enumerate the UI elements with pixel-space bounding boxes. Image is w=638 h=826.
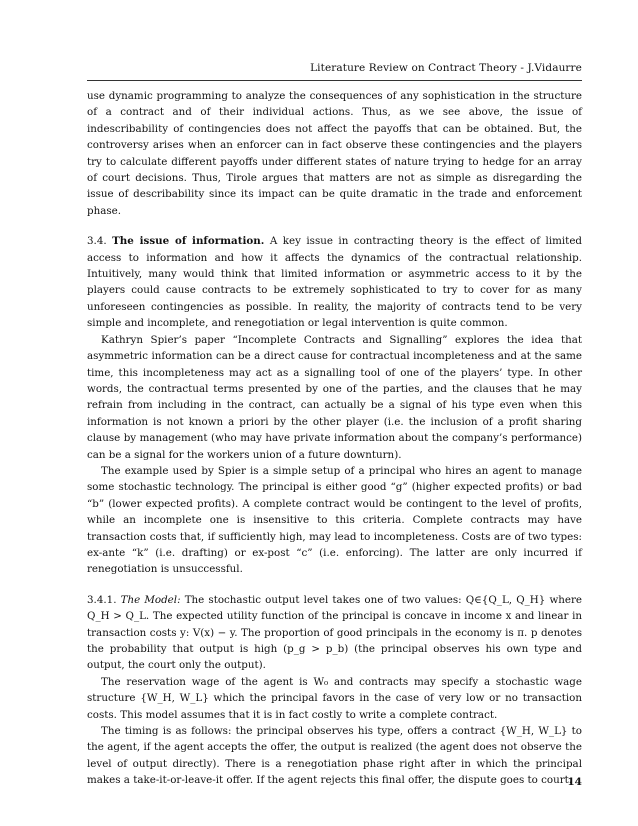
running-header: Literature Review on Contract Theory - J.Vidaurre <box>310 62 582 74</box>
page-number: 14 <box>567 776 582 788</box>
section-body: A key issue in contracting theory is the effect of limited access to information and how it affects the dynamics of the contractual relationship. Intuitively, many would think that limited information or asymmetric access to it by the players could cause contracts to be extremely sophisticated to try to cover for as many unforeseen contingencies as possible. In reality, the majority of contracts tend to be very simple and incomplete, and renegotiation or legal intervention is quite common. <box>87 235 583 330</box>
section-3-4-1-paragraph <box>87 592 582 674</box>
paragraph-continuation: use dynamic programming to analyze the consequences of any sophistication in the structure of a contract and of their individual actions. Thus, as we see above, the issue of indescribability of contingencies does not affect the payoffs that can be obtained. But, the controversy arises when an enforcer can in fact observe these contingencies and the players try to calculate different payoffs under different states of nature trying to hedge for an array of court decisions. Thus, Tirole argues that matters are not as simple as disregarding the issue of describability since its impact can be quite dramatic in the trade and enforcement phase. <box>87 90 582 217</box>
section-3-4-paragraph <box>87 233 582 331</box>
paragraph-wage: The reservation wage of the agent is W₀ and contracts may specify a stochastic wage structure {W_H, W_L} which the principal favors in the case of very low or no transaction costs. This model assumes that it is in fact costly to write a complete contract. <box>87 675 582 721</box>
paragraph-example: The example used by Spier is a simple setup of a principal who hires an agent to manage some stochastic technology. The principal is either good “g” (higher expected profits) or bad “b” (lower expected profits). A complete contract would be contingent to the level of profits, while an incomplete one is insensitive to this criteria. Complete contracts may have transaction costs that, if sufficiently high, may lead to incompleteness. Costs are of two types: ex-ante “k” (i.e. drafting) or ex-post “c” (i.e. enforcing). The latter are only incurred if renegotiation is unsuccessful. <box>87 464 582 576</box>
subsection-body: The stochastic output level takes one of two values: Q∈{Q_L, Q_H} where Q_H > Q_L. The expected utility function of the principal is concave in income x and linear in transaction costs y: V(x) − y. The proportion of good principals in the economy is π. p denotes the probability that output is high (p_g > p_b) (the principal observes his own type and output, the court only the output). <box>87 593 582 672</box>
section-title: The issue of information. <box>112 235 265 248</box>
paragraph-timing: The timing is as follows: the principal observes his type, offers a contract {W_H, W_L} to the agent, if the agent accepts the offer, the output is realized (the agent does not observe the level of output directly). There is a renegotiation phase right after in which the principal makes a take-it-or-leave-it offer. If the agent rejects this final offer, the dispute goes to court. <box>87 725 582 787</box>
paragraph-spier: Kathryn Spier’s paper “Incomplete Contracts and Signalling” explores the idea that asymmetric information can be a direct cause for contractual incompleteness and at the same time, this incompleteness may act as a signalling tool of one of the players’ type. In other words, the contractual terms presented by one of the parties, and the clauses that he may refrain from including in the contract, can actually be a signal of his type even when this information is not known a priori by the other player (i.e. the inclusion of a profit sharing clause by management (who may have private information about the company’s performance) can be a signal for the workers union of a future downturn). <box>87 333 582 461</box>
subsection-title: The Model: <box>120 593 181 606</box>
section-number: 3.4. <box>87 235 107 248</box>
body-text <box>87 88 582 789</box>
header-rule <box>87 80 582 81</box>
subsection-number: 3.4.1. <box>87 593 117 606</box>
